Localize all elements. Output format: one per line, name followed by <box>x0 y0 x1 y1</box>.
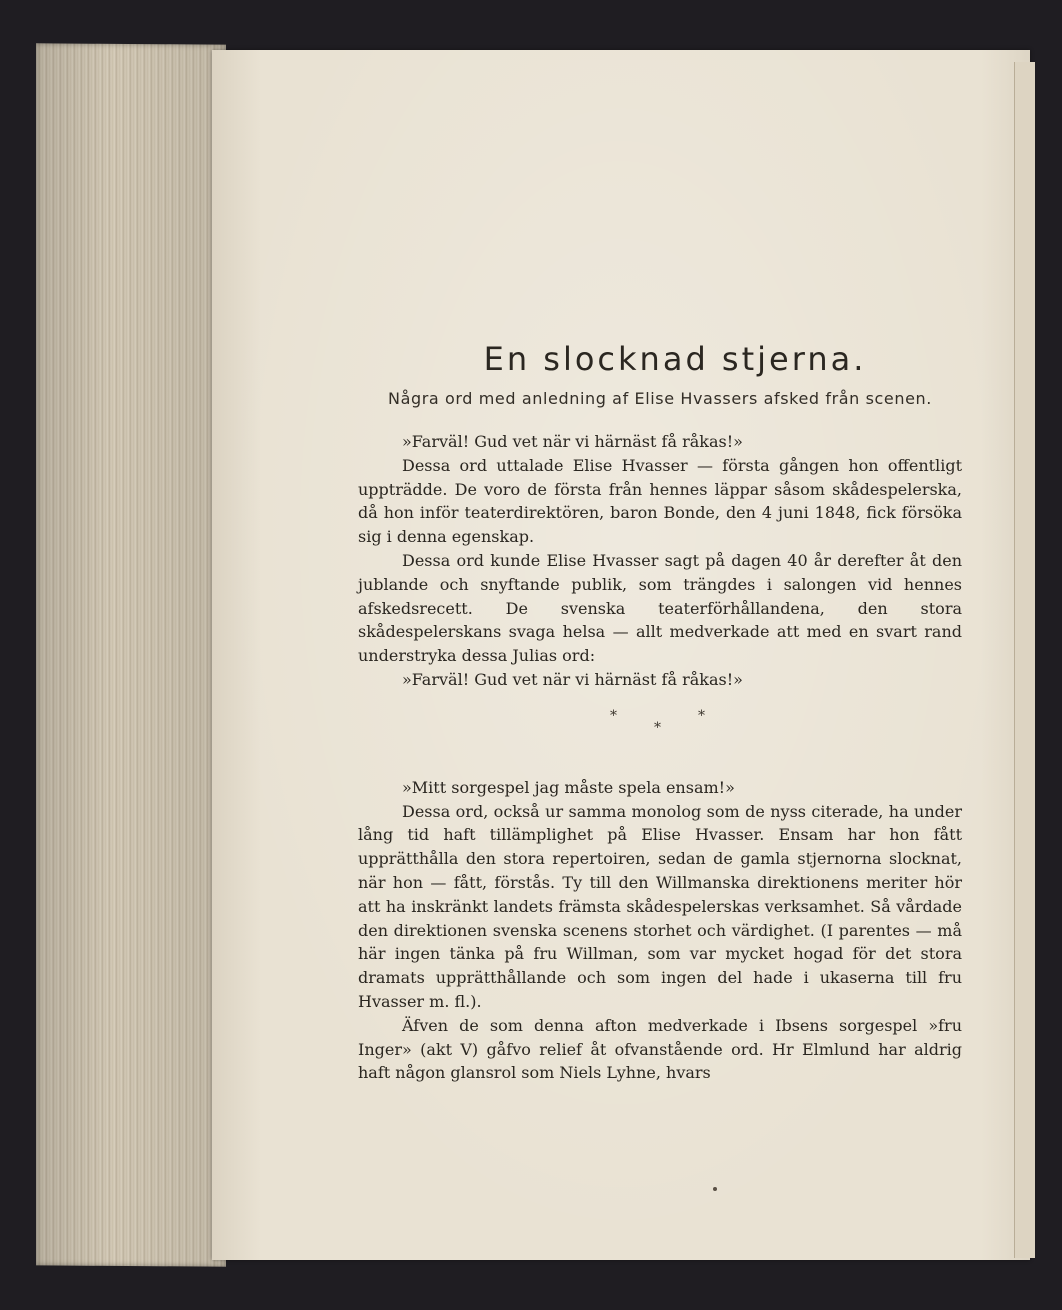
paragraph-1: Dessa ord uttalade Elise Hvasser — första gången hon offentligt uppträdde. De voro de första från hennes läppar såsom skådespelerska, då hon inför teaterdirektören, baron Bonde, den 4 juni 1848, fick försöka sig i denna egenskap. <box>358 455 962 547</box>
page-edges-shade <box>36 44 226 1266</box>
facing-page-edge <box>1014 62 1035 1258</box>
page-content <box>358 340 962 1085</box>
paragraph-3: Dessa ord, också ur samma monolog som de nyss citerade, ha under lång tid haft tillämplighet på Elise Hvasser. Ensam har hon fått upprätthålla den stora repertoiren, sedan de gamla stjernorna slocknat, när hon — fått, förstås. Ty till den Willmanska direktionens meriter hör att ha inskränkt landets främsta skådespelerskas verksamhet. Så vårdade den direktionen svenska scenens storhet och värdighet. (I parentes — må här ingen tänka på fru Willman, som var mycket hogad för det stora dramats upprätthållande och som ingen del hade i ukaserna till fru Hvasser m. fl.). <box>358 801 962 1011</box>
paragraph-quote-1: »Farväl! Gud vet när vi härnäst få råkas!» <box>402 432 743 451</box>
paragraph-2: Dessa ord kunde Elise Hvasser sagt på dagen 40 år derefter åt den jublande och snyftande publik, som trängdes i salongen vid hennes afskedsrecett. De svenska teaterförhållandena, den stora skådespelerskans svaga helsa — allt medverkade att med en svart rand understryka dessa Julias ord: <box>358 550 962 666</box>
asterisk: * <box>610 707 617 724</box>
asterisk: * <box>698 707 705 724</box>
section-separator <box>358 700 962 772</box>
paragraph-quote-3: »Mitt sorgespel jag måste spela ensam!» <box>402 777 735 797</box>
article-body <box>358 430 962 1085</box>
paragraph-quote-2: »Farväl! Gud vet när vi härnäst få råkas!» <box>402 669 743 689</box>
article-title: En slocknad stjerna. <box>483 340 867 378</box>
paper-speck <box>713 1187 717 1191</box>
asterisk: * <box>654 719 661 736</box>
paragraph-4: Äfven de som denna afton medverkade i Ibsens sorgespel »fru Inger» (akt V) gåfvo relief åt ofvanstående ord. Hr Elmlund har aldrig haft någon glansrol som Niels Lyhne, hvars <box>358 1015 962 1083</box>
article-subtitle: Några ord med anledning af Elise Hvassers afsked från scenen. <box>388 389 932 408</box>
